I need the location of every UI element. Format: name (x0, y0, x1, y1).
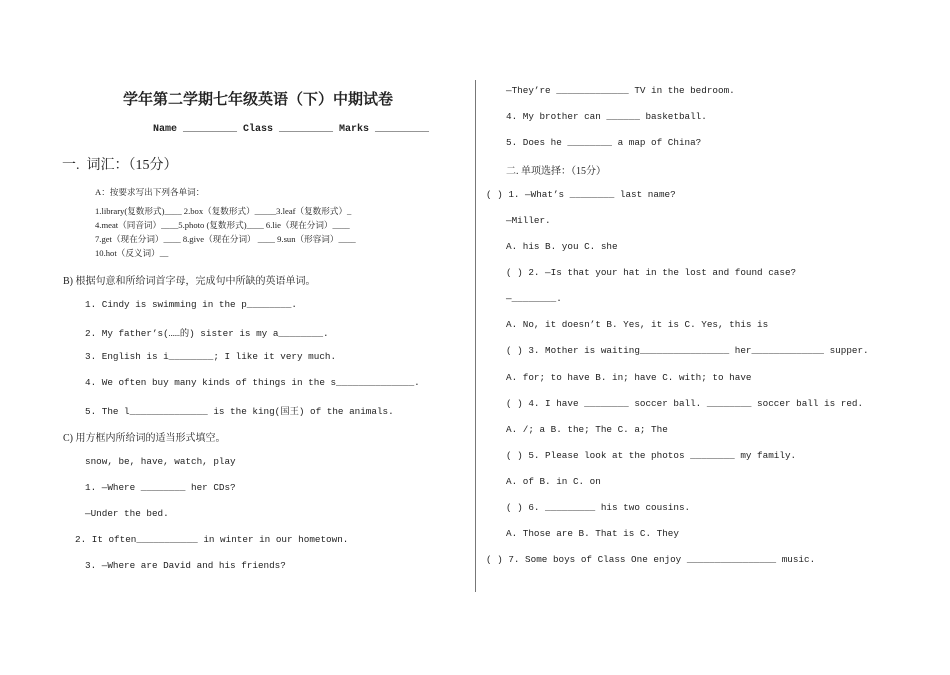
part-a-line: 1.library(复数形式)____ 2.box（复数形式）_____3.leaf（复数形式）_ (95, 206, 352, 216)
section-vocabulary-heading: 一. 词汇：（15分） (62, 158, 178, 173)
section-multiple-choice-heading: 二. 单项选择：（15分） (506, 166, 606, 177)
name-class-marks-line: Name _________ Class _________ Marks _________ (153, 124, 430, 135)
choice-line: A. /; a B. the; The C. a; The (506, 424, 668, 435)
choice-line: A. No, it doesn’t B. Yes, it is C. Yes, this is (506, 319, 769, 330)
part-b-instruction: B) 根据句意和所给词首字母，完成句中所缺的英语单词。 (63, 276, 316, 287)
choice-line: A. of B. in C. on (506, 476, 601, 487)
part-b-item: 5. The l______________ is the king(国王) of the animals. (85, 406, 394, 417)
part-b-item: 4. We often buy many kinds of things in the s______________. (85, 377, 420, 388)
question-line: ( ) 3. Mother is waiting________________ her_____________ supper. (506, 345, 869, 356)
part-a-line: 4.meat（同音词）____5.photo (复数形式)____ 6.lie（现在分词）____ (95, 220, 350, 230)
choice-line: A. his B. you C. she (506, 241, 618, 252)
question-line: ( ) 4. I have ________ soccer ball. ________ soccer ball is red. (506, 398, 864, 409)
choice-line: A. Those are B. That is C. They (506, 528, 679, 539)
exam-title: 学年第二学期七年级英语（下）中期试卷 (123, 92, 394, 108)
question-line: 5. Does he ________ a map of China? (506, 137, 702, 148)
part-a-instruction: A：按要求写出下列各单词： (95, 187, 205, 197)
question-line: ( ) 7. Some boys of Class One enjoy ________________ music. (486, 554, 816, 565)
question-line: —They’re _____________ TV in the bedroom. (506, 85, 735, 96)
part-b-item: 3. English is i________; I like it very much. (85, 351, 337, 362)
part-c-item: 1. —Where ________ her CDs? (85, 482, 236, 493)
question-line: ( ) 1. —What’s ________ last name? (486, 189, 676, 200)
part-c-item: 3. —Where are David and his friends? (85, 560, 286, 571)
part-c-instruction: C) 用方框内所给词的适当形式填空。 (63, 433, 226, 444)
answer-line: —Miller. (506, 215, 551, 226)
question-line: ( ) 2. —Is that your hat in the lost and found case? (506, 267, 797, 278)
part-a-line: 10.hot（反义词）__ (95, 248, 169, 258)
part-c-item: —Under the bed. (85, 508, 169, 519)
part-c-item: 2. It often___________ in winter in our hometown. (75, 534, 349, 545)
question-line: 4. My brother can ______ basketball. (506, 111, 707, 122)
column-divider (475, 80, 476, 592)
part-a-line: 7.get（现在分词）____ 8.give（现在分词） ____ 9.sun（形容词）____ (95, 234, 356, 244)
choice-line: A. for; to have B. in; have C. with; to have (506, 372, 752, 383)
part-b-item: 2. My father’s(……的) sister is my a________. (85, 328, 329, 339)
question-line: ( ) 5. Please look at the photos ________ my family. (506, 450, 797, 461)
part-c-word-box: snow, be, have, watch, play (85, 456, 236, 467)
answer-line: —________. (506, 293, 562, 304)
question-line: ( ) 6. _________ his two cousins. (506, 502, 691, 513)
part-b-item: 1. Cindy is swimming in the p________. (85, 299, 298, 310)
